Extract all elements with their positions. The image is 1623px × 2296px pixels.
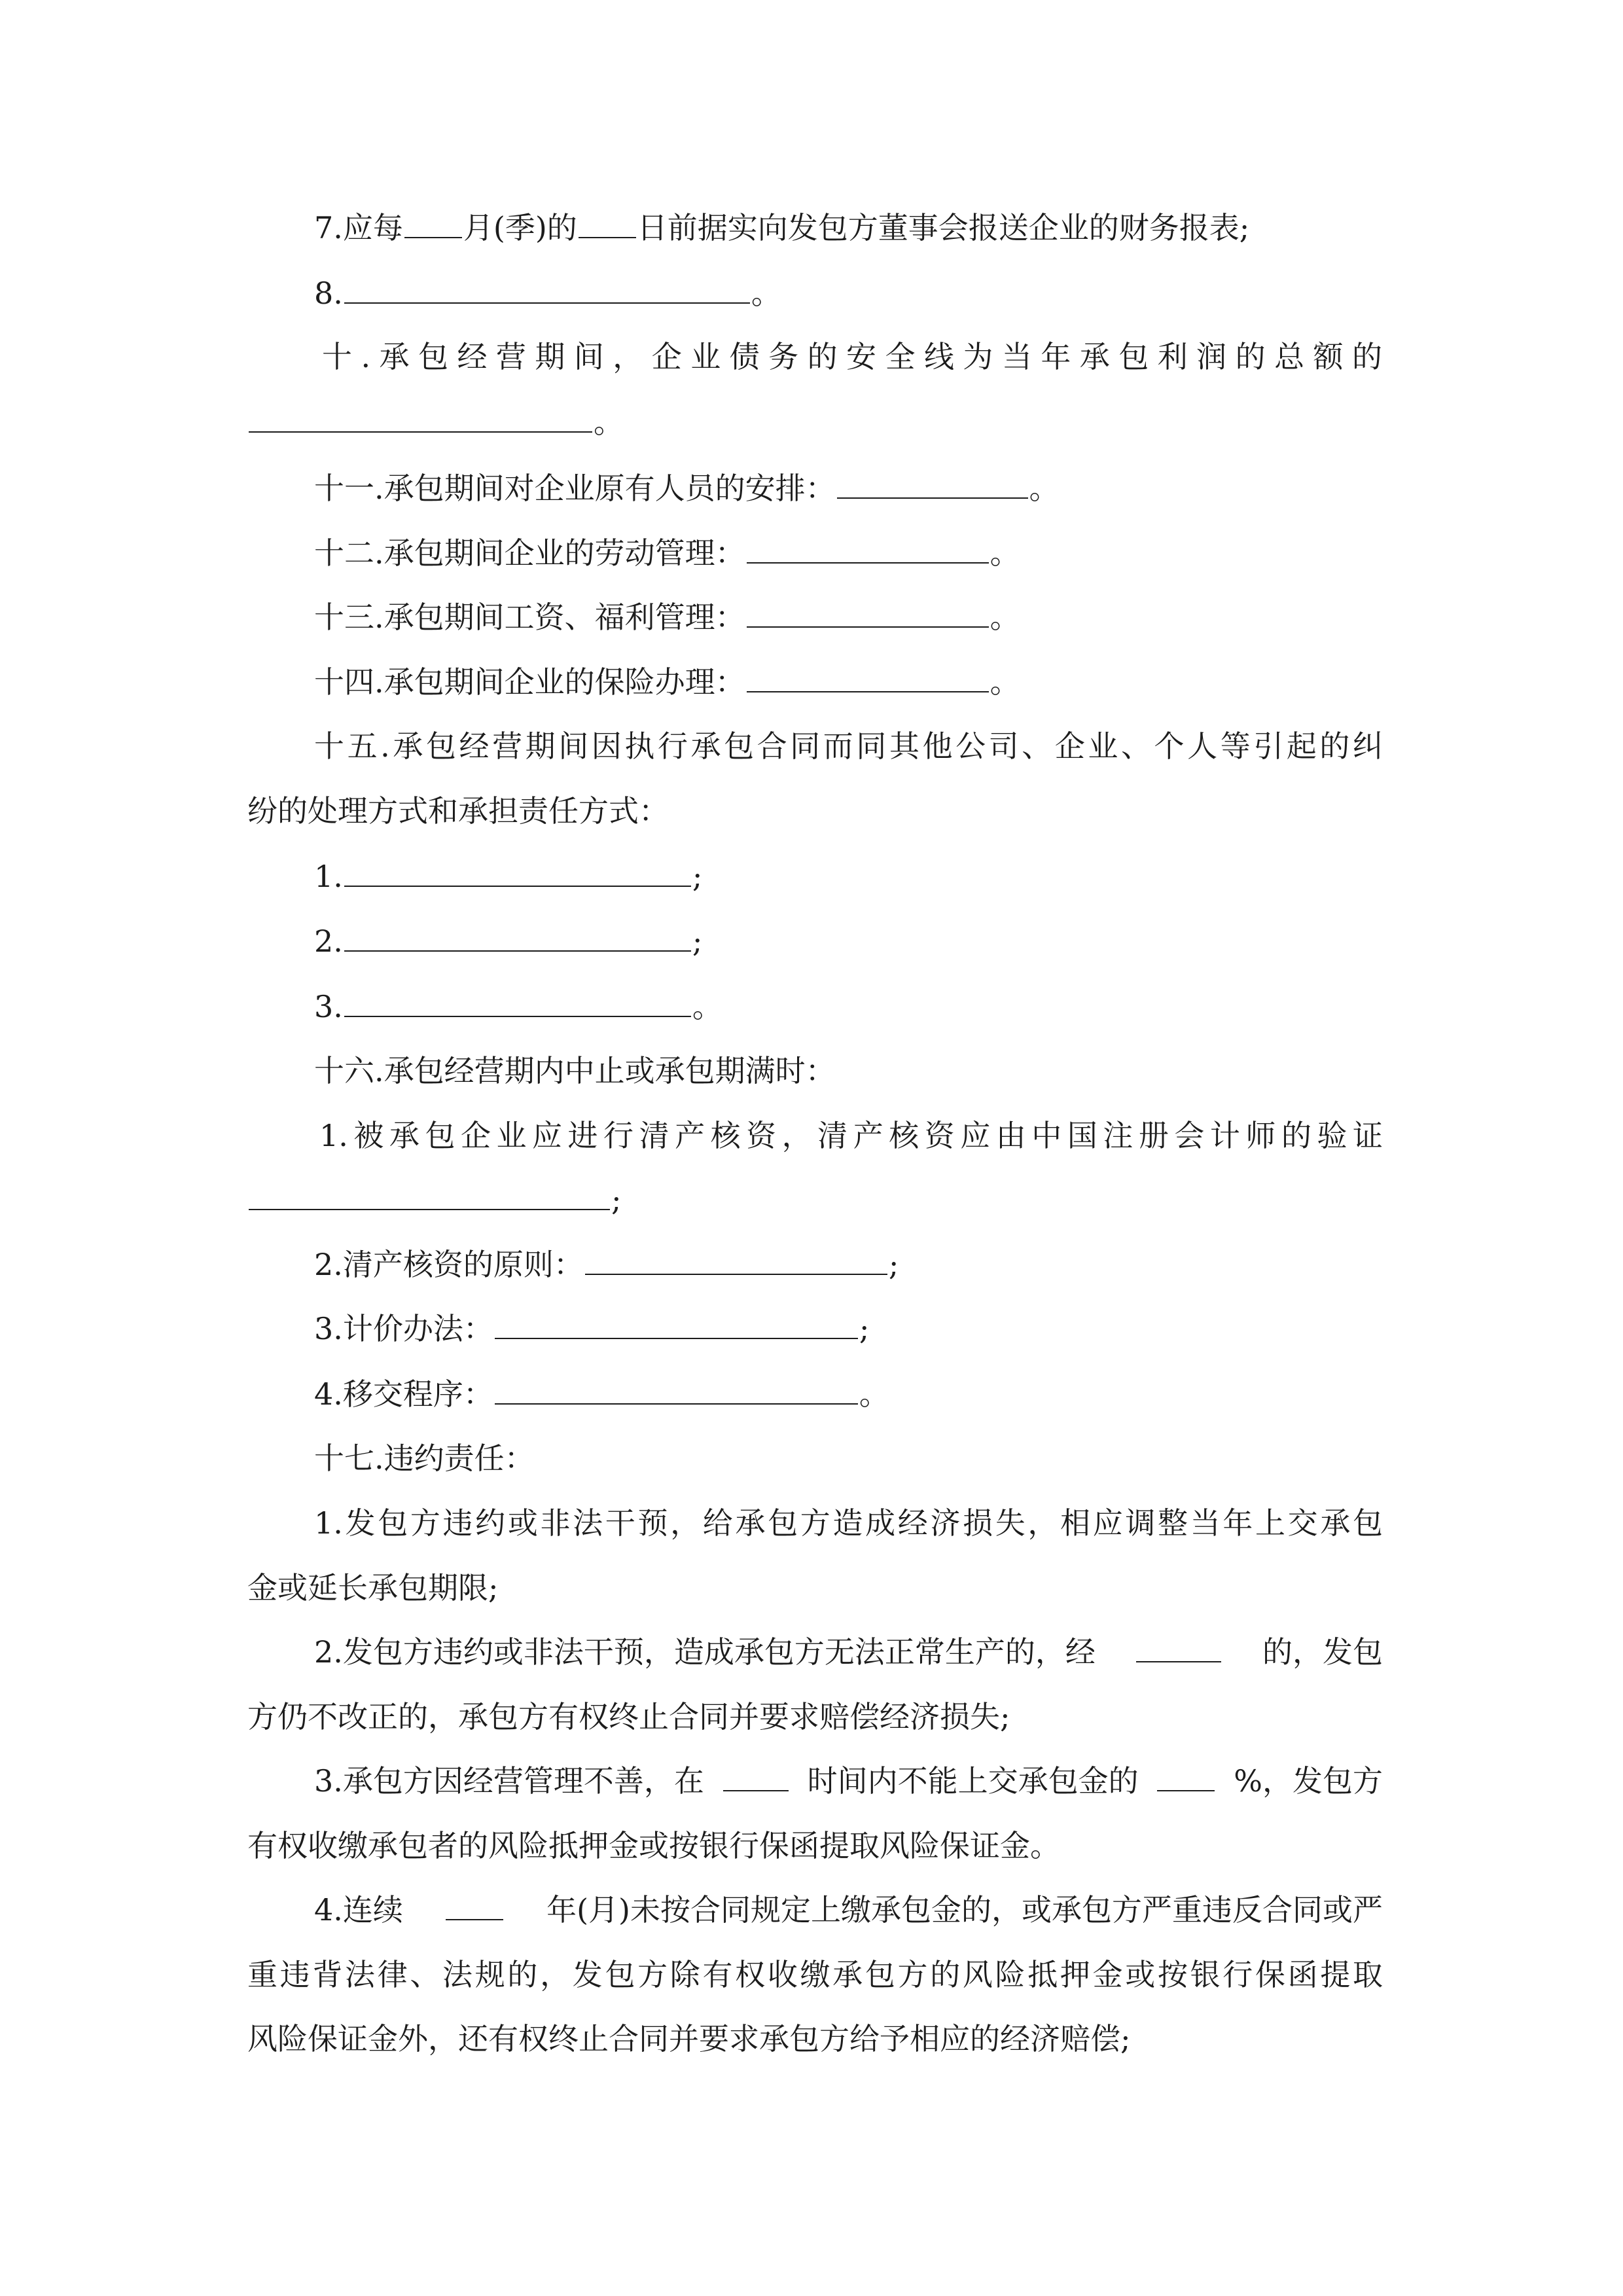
blank-day (579, 208, 636, 238)
section-11-text: 十一.承包期间对企业原有人员的安排： (314, 471, 836, 506)
section-17-item-2-text-a: 2.发包方违约或非法干预，造成承包方无法正常生产的，经 (314, 1634, 1096, 1670)
blank-section-14 (747, 662, 989, 692)
section-14-end: 。 (990, 664, 1020, 700)
item-7-text-a: 7.应每 (314, 210, 403, 245)
section-15-line-1: 十五.承包经营期间因执行承包合同而同其他公司、企业、个人等引起的纠 (314, 728, 1383, 764)
item-8 (314, 274, 781, 313)
section-17-item-4-line-3: 风险保证金外，还有权终止合同并要求承包方给予相应的经济赔偿; (247, 2021, 1131, 2056)
section-17-item-2-line-2: 方仍不改正的，承包方有权终止合同并要求赔偿经济损失; (247, 1699, 1010, 1734)
section-16-heading: 十六.承包经营期内中止或承包期满时： (314, 1053, 836, 1088)
blank-section-15-item-2 (344, 922, 691, 952)
section-15-item-3-end: 。 (692, 989, 722, 1024)
blank-item-8 (344, 274, 750, 304)
section-17-item-3-line-1 (314, 1761, 1383, 1801)
blank-section-15-item-1 (344, 857, 691, 887)
section-16-item-3-text: 3.计价办法： (314, 1311, 493, 1346)
section-17-heading: 十七.违约责任： (314, 1441, 535, 1476)
section-16-item-4-end: 。 (859, 1376, 889, 1412)
blank-section-16-item-1 (249, 1180, 610, 1210)
item-8-text-b: 。 (751, 276, 781, 311)
blank-section-16-item-2 (585, 1245, 887, 1275)
section-17-item-4-text-a: 4.连续 (314, 1892, 403, 1928)
section-10-end: 。 (594, 404, 624, 440)
section-16-item-2-text: 2.清产核资的原则： (314, 1247, 584, 1282)
section-17-item-3-text-b: 时间内不能上交承包金的 (807, 1763, 1139, 1799)
blank-section-17-item-2 (1136, 1632, 1221, 1662)
section-12-end: 。 (990, 535, 1020, 571)
section-17-item-4-text-b: 年(月)未按合同规定上缴承包金的，或承包方严重违反合同或严 (546, 1892, 1383, 1928)
item-8-text-a: 8. (314, 276, 343, 311)
blank-section-16-item-4 (495, 1374, 858, 1405)
blank-month-count (404, 208, 462, 238)
item-7-text-c: 日前据实向发包方董事会报送企业的财务报表; (637, 210, 1250, 245)
section-15-item-2-end: ; (692, 924, 703, 959)
section-17-item-1-line-2: 金或延长承包期限; (247, 1570, 499, 1605)
section-15-item-3-num: 3. (314, 989, 343, 1024)
blank-section-13 (747, 598, 989, 628)
blank-section-17-item-3-time (723, 1761, 789, 1791)
blank-section-10 (249, 403, 592, 433)
blank-section-11 (837, 469, 1028, 499)
section-15-item-1 (314, 857, 702, 896)
section-14 (314, 662, 1020, 702)
section-17-item-2-line-1 (314, 1632, 1383, 1672)
section-17-item-3-text-c: %，发包方 (1234, 1763, 1383, 1799)
section-17-item-3-text-a: 3.承包方因经营管理不善，在 (314, 1763, 704, 1799)
blank-section-16-item-3 (495, 1309, 858, 1339)
section-16-item-4-text: 4.移交程序： (314, 1376, 493, 1412)
section-11 (314, 469, 1060, 508)
section-17-item-4-line-2: 重违背法律、法规的，发包方除有权收缴承包方的风险抵押金或按银行保函提取 (247, 1957, 1383, 1992)
section-16-item-2-end: ; (888, 1247, 899, 1282)
section-15-item-2-num: 2. (314, 924, 343, 959)
section-16-item-1-line-2 (247, 1180, 622, 1219)
section-13-end: 。 (990, 600, 1020, 635)
blank-section-15-item-3 (344, 987, 691, 1017)
item-7-text-b: 月(季)的 (463, 210, 577, 245)
section-10-line-1: 十.承包经营期间，企业债务的安全线为当年承包利润的总额的 (322, 339, 1382, 374)
section-16-item-3-end: ; (859, 1311, 870, 1346)
blank-section-17-item-3-percent (1157, 1761, 1215, 1791)
section-16-item-2 (314, 1245, 899, 1284)
section-12 (314, 533, 1020, 573)
section-13-text: 十三.承包期间工资、福利管理： (314, 600, 745, 635)
section-16-item-4 (314, 1374, 889, 1414)
section-15-item-1-num: 1. (314, 859, 343, 894)
section-16-item-1-end: ; (611, 1182, 622, 1217)
section-15-line-2: 纷的处理方式和承担责任方式： (247, 793, 669, 829)
section-17-item-3-line-2: 有权收缴承包者的风险抵押金或按银行保函提取风险保证金。 (247, 1828, 1060, 1863)
blank-section-17-item-4-years (446, 1890, 503, 1920)
section-15-item-3 (314, 987, 722, 1026)
section-16-item-3 (314, 1309, 869, 1348)
section-17-item-2-text-b: 的，发包 (1262, 1634, 1383, 1670)
item-7 (314, 208, 1249, 247)
section-15-item-2 (314, 922, 702, 961)
section-11-end: 。 (1029, 471, 1060, 506)
section-15-item-1-end: ; (692, 859, 703, 894)
blank-section-12 (747, 533, 989, 564)
section-17-item-1-line-1: 1.发包方违约或非法干预，给承包方造成经济损失，相应调整当年上交承包 (314, 1505, 1383, 1541)
section-14-text: 十四.承包期间企业的保险办理： (314, 664, 745, 700)
section-10-line-2 (247, 403, 624, 442)
section-12-text: 十二.承包期间企业的劳动管理： (314, 535, 745, 571)
section-17-item-4-line-1 (314, 1890, 1383, 1929)
section-13 (314, 598, 1020, 637)
section-16-item-1-line-1: 1.被承包企业应进行清产核资，清产核资应由中国注册会计师的验证 (319, 1118, 1383, 1153)
